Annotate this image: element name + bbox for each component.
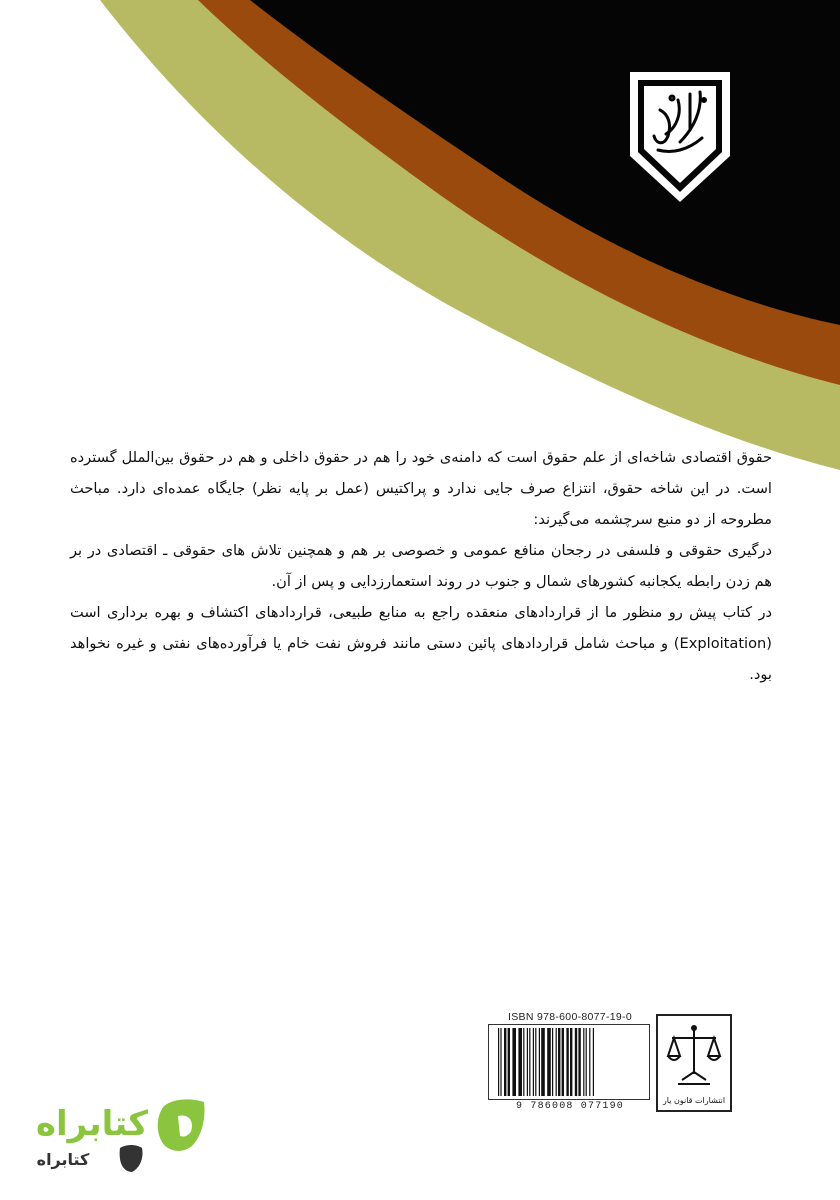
barcode-digits: 9 786008 077190 xyxy=(515,1101,624,1112)
barcode-bar xyxy=(589,1028,590,1096)
barcode-bar xyxy=(498,1028,499,1096)
barcode-bar xyxy=(586,1028,587,1096)
barcode-bar xyxy=(570,1028,572,1096)
barcode-bar xyxy=(512,1028,516,1096)
barcode-bar xyxy=(527,1028,528,1096)
barcode-bar xyxy=(583,1028,584,1096)
barcode-bar xyxy=(578,1028,580,1096)
barcode-bar xyxy=(535,1028,536,1096)
watermark-subtext: کتابراه xyxy=(36,1150,90,1169)
barcode-bar xyxy=(533,1028,534,1096)
scales-of-justice-icon xyxy=(664,1022,724,1092)
barcode-bar xyxy=(523,1028,524,1096)
description-paragraph: حقوق اقتصادی شاخه‌ای از علم حقوق است که دامنه‌ی خود را هم در حقوق داخلی و هم در حقوق بین‌الملل گسترده است. در این شاخه حقوق، انتزاع صرف جایی ندارد و پراکتیس (عمل بر پایه نظر) جایگاه عمده‌ای دارد. مباحث مطروحه از دو منبع سرچشمه می‌گیرند: xyxy=(70,449,772,528)
barcode-bar xyxy=(500,1028,501,1096)
barcode-bar xyxy=(541,1028,545,1096)
barcode-bar xyxy=(552,1028,553,1096)
barcode-icon xyxy=(494,1026,648,1098)
barcode-bar xyxy=(539,1028,540,1096)
barcode-bar xyxy=(504,1028,506,1096)
watermark-text: کتابراه xyxy=(35,1104,148,1144)
barcode-bar xyxy=(593,1028,594,1096)
isbn-label: ISBN 978-600-8077-19-0 xyxy=(508,1011,632,1023)
back-cover-description xyxy=(70,442,772,690)
isbn-barcode-block xyxy=(488,1010,734,1114)
barcode-bar xyxy=(575,1028,577,1096)
barcode-bar xyxy=(547,1028,551,1096)
barcode-bar xyxy=(508,1028,510,1096)
description-paragraph: در کتاب پیش رو منظور ما از قراردادهای منعقده راجع به منابع طبیعی، قراردادهای اکتشاف و بهره برداری است (Exploitation) و مباحث شامل قراردادهای پائین دستی مانند فروش نفت خام یا فرآورده‌های نفتی و غیره نخواهد بود. xyxy=(70,604,772,683)
publisher-emblem-box xyxy=(656,1014,732,1112)
barcode-bar xyxy=(562,1028,564,1096)
barcode-bar xyxy=(558,1028,560,1096)
barcode-bar xyxy=(518,1028,522,1096)
publisher-caption: انتشارات قانون یار xyxy=(662,1096,726,1105)
description-paragraph: درگیری حقوقی و فلسفی در رجحان منافع عمومی و خصوصی بر هم و همچنین تلاش های حقوقی ـ اقتصادی در بر هم زدن رابطه یکجانبه کشورهای شمال و جنوب در روند استعمارزدایی و پس از آن. xyxy=(70,542,772,590)
barcode-bar xyxy=(566,1028,568,1096)
publisher-shield-calligraphy-icon xyxy=(628,70,732,204)
barcode-bar xyxy=(529,1028,530,1096)
barcode-bar xyxy=(556,1028,557,1096)
